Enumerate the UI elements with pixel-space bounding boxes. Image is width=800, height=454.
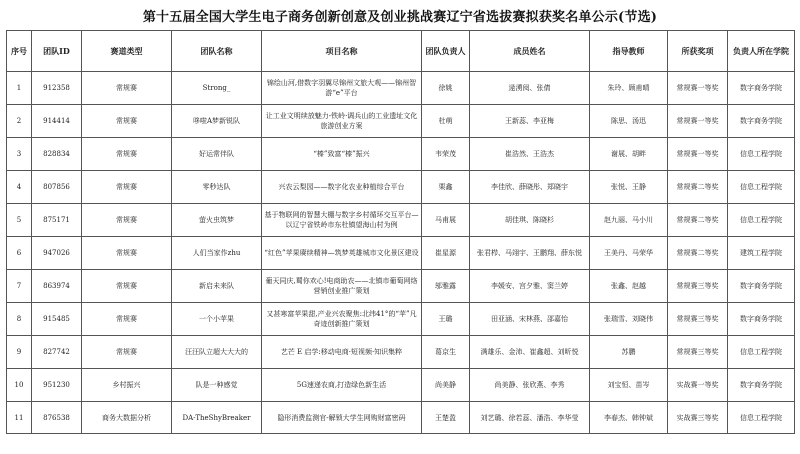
header-index: 序号 [7, 31, 32, 72]
cell-track-type: 常规赛 [82, 303, 172, 336]
cell-project-name: “红色”苹果赓续精神—筑梦英雄城市文化景区建设 [262, 237, 422, 270]
cell-team-leader: 尚美静 [422, 369, 470, 402]
cell-track-type: 常规赛 [82, 105, 172, 138]
cell-index: 2 [7, 105, 32, 138]
cell-members: 张君栉、马翊宇、王鹏翔、薛东悦 [470, 237, 590, 270]
cell-advisors: 李春杰、韩钟斌 [590, 402, 668, 434]
cell-team-id: 951230 [32, 369, 82, 402]
cell-team-leader: 葛京生 [422, 336, 470, 369]
cell-team-id: 914414 [32, 105, 82, 138]
cell-index: 8 [7, 303, 32, 336]
cell-team-name: 人们当家作zhu [172, 237, 262, 270]
cell-index: 4 [7, 171, 32, 204]
cell-team-name: Strong_ [172, 72, 262, 105]
cell-college: 数字商务学院 [728, 369, 795, 402]
cell-members: 尚美静、张欣燕、李秀 [470, 369, 590, 402]
cell-track-type: 常规赛 [82, 270, 172, 303]
cell-team-leader: 栗鑫 [422, 171, 470, 204]
header-team-id: 团队ID [32, 31, 82, 72]
cell-team-id: 863974 [32, 270, 82, 303]
header-advisors: 指导教师 [590, 31, 668, 72]
cell-college: 数字商务学院 [728, 303, 795, 336]
header-college: 负责人所在学院 [728, 31, 795, 72]
cell-award: 常规赛一等奖 [668, 138, 728, 171]
awards-table [6, 30, 795, 434]
cell-team-leader: 崔星源 [422, 237, 470, 270]
table-row [7, 138, 795, 171]
table-row [7, 402, 795, 434]
cell-advisors: 陈思、汤迅 [590, 105, 668, 138]
cell-advisors: 张悦、王静 [590, 171, 668, 204]
cell-award: 实战赛一等奖 [668, 369, 728, 402]
cell-advisors: 赵九丽、马小川 [590, 204, 668, 237]
cell-advisors: 谢展、胡畔 [590, 138, 668, 171]
cell-project-name: 锦绘山河,借数字羽翼尽锦州文旅大观——锦州智游“e”平台 [262, 72, 422, 105]
cell-college: 数字商务学院 [728, 72, 795, 105]
cell-award: 常规赛三等奖 [668, 303, 728, 336]
cell-award: 常规赛一等奖 [668, 105, 728, 138]
cell-project-name: 兴农云梨园——数字化农业种植综合平台 [262, 171, 422, 204]
table-row [7, 237, 795, 270]
table-row [7, 105, 795, 138]
cell-team-name: 哆啦A梦新锐队 [172, 105, 262, 138]
header-project-name: 项目名称 [262, 31, 422, 72]
cell-advisors: 刘宝恒、苗岑 [590, 369, 668, 402]
cell-team-name: 汪汪队立超大大大的 [172, 336, 262, 369]
cell-members: 刘艺璐、徐若蕊、潘浩、李华莹 [470, 402, 590, 434]
table-row [7, 171, 795, 204]
cell-members: 王新蕊、李亚梅 [470, 105, 590, 138]
cell-project-name: 5G速递农商,打造绿色新生活 [262, 369, 422, 402]
table-row [7, 270, 795, 303]
cell-award: 常规赛一等奖 [668, 72, 728, 105]
cell-college: 信息工程学院 [728, 336, 795, 369]
header-track-type: 赛道类型 [82, 31, 172, 72]
cell-advisors: 王美丹、马荣华 [590, 237, 668, 270]
cell-advisors: 朱玲、顾甫晴 [590, 72, 668, 105]
cell-award: 常规赛二等奖 [668, 204, 728, 237]
cell-college: 信息工程学院 [728, 402, 795, 434]
cell-team-id: 915485 [32, 303, 82, 336]
cell-track-type: 常规赛 [82, 72, 172, 105]
header-team-name: 团队名称 [172, 31, 262, 72]
cell-members: 满雄乐、金沛、崔鑫超、刘昕悦 [470, 336, 590, 369]
cell-team-leader: 杜萌 [422, 105, 470, 138]
cell-college: 数字商务学院 [728, 105, 795, 138]
cell-team-leader: 马甫展 [422, 204, 470, 237]
cell-project-name: 基于物联网的智慧大棚与数字乡村循环交互平台—以辽宁省铁岭市东杜镇望海山村为例 [262, 204, 422, 237]
cell-award: 常规赛二等奖 [668, 171, 728, 204]
cell-college: 数字商务学院 [728, 270, 795, 303]
cell-team-id: 947026 [32, 237, 82, 270]
cell-team-name: 队是一种感觉 [172, 369, 262, 402]
cell-advisors: 张鑫、赵越 [590, 270, 668, 303]
cell-college: 信息工程学院 [728, 204, 795, 237]
cell-index: 6 [7, 237, 32, 270]
table-row [7, 204, 795, 237]
cell-track-type: 常规赛 [82, 336, 172, 369]
cell-award: 常规赛三等奖 [668, 336, 728, 369]
cell-team-name: 好运常伴队 [172, 138, 262, 171]
table-row [7, 336, 795, 369]
cell-team-id: 912358 [32, 72, 82, 105]
table-row [7, 303, 795, 336]
header-team-leader: 团队负责人 [422, 31, 470, 72]
table-header-row [7, 31, 795, 72]
cell-project-name: 艺芒 E 启学:移动电商·短视频·知识集粹 [262, 336, 422, 369]
cell-track-type: 常规赛 [82, 171, 172, 204]
cell-track-type: 常规赛 [82, 138, 172, 171]
cell-track-type: 商务大数据分析 [82, 402, 172, 434]
cell-track-type: 常规赛 [82, 237, 172, 270]
cell-college: 信息工程学院 [728, 138, 795, 171]
table-row [7, 369, 795, 402]
cell-team-leader: 徐姚 [422, 72, 470, 105]
cell-team-name: 一个小苹果 [172, 303, 262, 336]
header-members: 成员姓名 [470, 31, 590, 72]
cell-members: 李佳欣、薛晓彤、郑晓宇 [470, 171, 590, 204]
cell-award: 实战赛三等奖 [668, 402, 728, 434]
cell-project-name: 让工业文明续放魅力-铁岭·调兵山的工业遗址文化旅游创业方案 [262, 105, 422, 138]
table-row [7, 72, 795, 105]
cell-team-name: 新启未来队 [172, 270, 262, 303]
cell-index: 11 [7, 402, 32, 434]
cell-track-type: 乡村振兴 [82, 369, 172, 402]
cell-members: 崔浩然、王浩杰 [470, 138, 590, 171]
cell-team-name: DA-TheShyBreaker [172, 402, 262, 434]
cell-index: 1 [7, 72, 32, 105]
cell-advisors: 张瑞雪、刘晓伟 [590, 303, 668, 336]
cell-team-name: 萤火虫筑梦 [172, 204, 262, 237]
cell-award: 常规赛三等奖 [668, 270, 728, 303]
cell-team-id: 827742 [32, 336, 82, 369]
cell-project-name: 隐形消费监测官-解锁大学生网购财富密码 [262, 402, 422, 434]
page-title: 第十五届全国大学生电子商务创新创意及创业挑战赛辽宁省选拔赛拟获奖名单公示(节选) [142, 10, 658, 25]
cell-team-name: 零秒达队 [172, 171, 262, 204]
cell-members: 胡佳琪、陈晓杉 [470, 204, 590, 237]
cell-index: 3 [7, 138, 32, 171]
cell-index: 10 [7, 369, 32, 402]
cell-members: 逯湧阅、张倩 [470, 72, 590, 105]
cell-team-leader: 邬雅露 [422, 270, 470, 303]
cell-track-type: 常规赛 [82, 204, 172, 237]
cell-members: 李媛安、宫夕雅、窦兰婷 [470, 270, 590, 303]
cell-college: 建筑工程学院 [728, 237, 795, 270]
cell-project-name: “榛”致富“榛”振兴 [262, 138, 422, 171]
cell-team-id: 828834 [32, 138, 82, 171]
cell-project-name: 又甚寒富苹果甜,产业兴农聚焦:北纬41°的“苹”凡奇迹创新推广策划 [262, 303, 422, 336]
cell-project-name: 葡天同庆,蜀你欢心!电商助农——北镇市葡萄网络营销创业推广策划 [262, 270, 422, 303]
header-award: 所获奖项 [668, 31, 728, 72]
cell-index: 5 [7, 204, 32, 237]
cell-index: 7 [7, 270, 32, 303]
cell-advisors: 苏鹏 [590, 336, 668, 369]
cell-team-id: 875171 [32, 204, 82, 237]
cell-members: 田亚涵、宋林燕、邵嘉怡 [470, 303, 590, 336]
cell-team-leader: 韦荣茂 [422, 138, 470, 171]
cell-team-id: 807856 [32, 171, 82, 204]
cell-award: 常规赛二等奖 [668, 237, 728, 270]
cell-team-leader: 王璐 [422, 303, 470, 336]
cell-index: 9 [7, 336, 32, 369]
cell-college: 信息工程学院 [728, 171, 795, 204]
cell-team-leader: 王楚盈 [422, 402, 470, 434]
cell-team-id: 876538 [32, 402, 82, 434]
